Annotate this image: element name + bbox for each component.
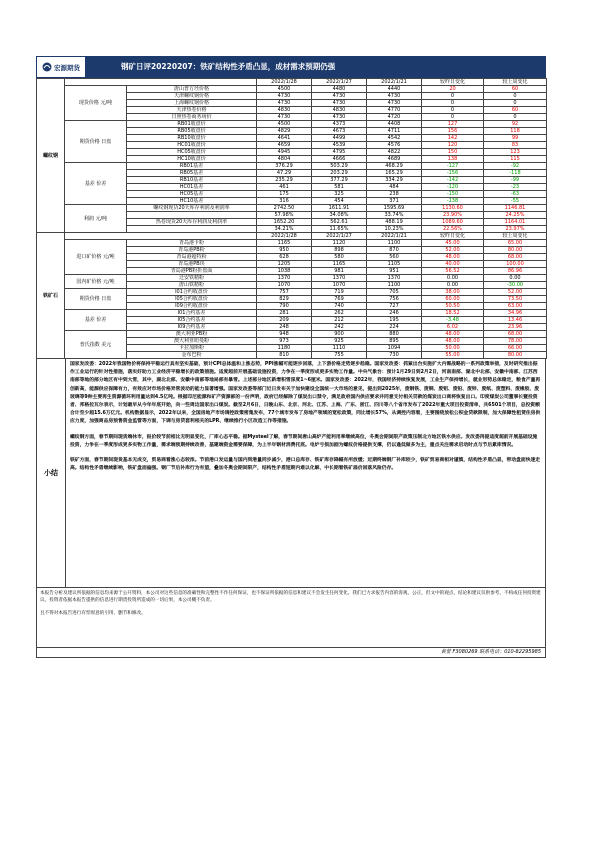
value-cell: 4373 [312,121,367,128]
row-label [127,226,257,233]
daily-change-cell: 23.90% [422,212,484,219]
ore-header-col-2: 2022/1/21 [367,233,422,240]
row-label [127,212,257,219]
value-cell: 4689 [367,156,422,163]
value-cell: 10.23% [367,226,422,233]
value-cell: 1100 [367,240,422,247]
row-label: I09合约收盘价 [127,303,257,310]
value-cell: 4711 [367,128,422,135]
footer-contact: 黄蕾 F3080269 联系电话：010-82295985 [36,648,546,658]
weekly-change-cell: 100.00 [484,261,547,268]
value-cell: 951 [367,268,422,275]
value-cell: 454 [312,198,367,205]
row-label: 澳大利亚纽曼粉 [127,338,257,345]
summary-section [36,359,546,588]
rebar-header-col-1: 2022/1/27 [312,79,367,86]
value-cell: 235.29 [257,177,312,184]
weekly-change-cell: 60 [484,107,547,114]
value-cell: 195 [367,317,422,324]
rebar-header-col-4: 较上周变化 [484,79,547,86]
row-label: 天津螺纹钢价格 [127,93,257,100]
daily-change-cell: 0 [422,93,484,100]
weekly-change-cell: 66.00 [484,345,547,352]
weekly-change-cell: 86.96 [484,268,547,275]
row-label: 青岛港PB粉 [127,247,257,254]
logo-text: 宏源期货 [54,63,80,72]
daily-change-cell: 50.50 [422,303,484,310]
value-cell: 925 [312,338,367,345]
value-cell: 4440 [367,86,422,93]
disclaimer [36,588,546,648]
row-label: HC05收盘价 [127,149,257,156]
weekly-change-cell: 73.50 [484,296,547,303]
weekly-change-cell: 0 [484,100,547,107]
value-cell: 316 [257,198,312,205]
weekly-change-cell: 115 [484,156,547,163]
daily-change-cell: -142 [422,177,484,184]
value-cell: 950 [257,247,312,254]
row-label: I01合约收盘价 [127,289,257,296]
row-label: I01合约基差 [127,310,257,317]
weekly-change-cell: 0.00 [484,275,547,282]
rebar-header-col-2: 2022/1/21 [367,79,422,86]
daily-change-cell: 40.00 [422,261,484,268]
row-label: I05合约收盘价 [127,296,257,303]
daily-change-cell: 120 [422,142,484,149]
ore-group-futures: 期货价格 日盘 [65,289,127,310]
daily-change-cell: 48.00 [422,254,484,261]
daily-change-cell: 20 [422,86,484,93]
row-label: I05合约基差 [127,317,257,324]
row-label: 青岛港卡粉 [127,240,257,247]
value-cell: 1070 [257,282,312,289]
value-cell: 895 [367,338,422,345]
daily-change-cell: 22.56% [422,226,484,233]
table-row [37,163,547,170]
daily-change-cell: 0.00 [422,275,484,282]
daily-change-cell: 138 [422,156,484,163]
row-label: HC01基差 [127,184,257,191]
value-cell: 4730 [367,100,422,107]
value-cell: 1105 [367,261,422,268]
row-label: 日照热卷商务场价 [127,114,257,121]
value-cell: 11.65% [312,226,367,233]
value-cell: 165.29 [367,170,422,177]
table-row [37,240,547,247]
weekly-change-cell: 83 [484,142,547,149]
weekly-change-cell: 60 [484,86,547,93]
table-row [37,331,547,338]
value-cell: 562.61 [312,219,367,226]
logo [37,57,85,77]
row-label: HC05基差 [127,191,257,198]
value-cell: 47.29 [257,170,312,177]
value-cell: 376.29 [257,163,312,170]
value-cell: 727 [367,303,422,310]
daily-change-cell: -156 [422,170,484,177]
row-label: 螺纹钢现货20天库存利润及利润率 [127,205,257,212]
row-label: HC01收盘价 [127,142,257,149]
weekly-change-cell: 80.00 [484,247,547,254]
rebar-section-label: 螺纹钢 [37,79,65,233]
ore-header-col-4: 较上周变化 [484,233,547,240]
value-cell: 581 [312,184,367,191]
daily-change-cell: 45.00 [422,240,484,247]
value-cell: 262 [312,310,367,317]
value-cell: 34.08% [312,212,367,219]
value-cell: 4804 [257,156,312,163]
value-cell: 212 [312,317,367,324]
table-row [37,289,547,296]
weekly-change-cell: 34.96 [484,310,547,317]
value-cell: 503.29 [312,163,367,170]
value-cell: 948 [257,331,312,338]
value-cell: 4730 [257,100,312,107]
row-label: 唐山铁精粉 [127,282,257,289]
value-cell: 1094 [367,345,422,352]
value-cell: 4659 [257,142,312,149]
weekly-change-cell: 13.46 [484,317,547,324]
daily-change-cell: 52.00 [422,247,484,254]
row-label: RB05基差 [127,170,257,177]
value-cell: 790 [257,303,312,310]
value-cell: 4542 [367,135,422,142]
row-label: I09合约基差 [127,324,257,331]
weekly-change-cell: 99 [484,135,547,142]
rebar-header-col-3: 较昨日变化 [422,79,484,86]
value-cell: 461 [257,184,312,191]
daily-change-cell: 142 [422,135,484,142]
row-label: 青岛港PB粉折盘面 [127,268,257,275]
row-label: 澳大利亚PB粉 [127,331,257,338]
value-cell: 1370 [312,275,367,282]
row-label: 青岛港超特粉 [127,254,257,261]
value-cell: 484 [367,184,422,191]
value-cell: 1110 [312,345,367,352]
value-cell: 880 [367,331,422,338]
ore-header-col-0: 2022/1/28 [257,233,312,240]
daily-change-cell: 1130.60 [422,205,484,212]
ore-header-row [37,233,547,240]
row-label: 金布巴粉 [127,352,257,359]
value-cell: 757 [257,289,312,296]
ore-header-col-3: 较昨日变化 [422,233,484,240]
value-cell: 334.29 [367,177,422,184]
value-cell: 1165 [257,240,312,247]
daily-change-cell: 0 [422,100,484,107]
ore-header-col-1: 2022/1/27 [312,233,367,240]
value-cell: 4830 [257,107,312,114]
value-cell: 1652.20 [257,219,312,226]
value-cell: 4408 [367,121,422,128]
weekly-change-cell: 0 [484,114,547,121]
table-row [37,310,547,317]
daily-change-cell: 55.00 [422,352,484,359]
row-label: RB01收盘价 [127,121,257,128]
daily-change-cell: 48.00 [422,338,484,345]
daily-change-cell: 50.00 [422,345,484,352]
daily-change-cell: -3.48 [422,317,484,324]
row-label: HC10基差 [127,198,257,205]
summary-ore-paragraph: 铁矿方面，春节期间现货基本无成交，贸易商看涨心态较浓。节前港口发运量与国内到港量同步减少，港口总库存、铁矿库存降幅有所放缓；近期终端钢厂补库较少，铁矿贸易商相对谨慎，结构性矛盾凸显，带动盘面快速走高。结构性矛盾继续影响，铁矿盘面偏强。钢厂节后补库行为有望，叠加冬奥会期间限产，结构性矛盾短期内难以化解，中长期看铁矿溢价回落风险仍存。 [70,458,541,472]
table-row [37,86,547,93]
daily-change-cell: 127 [422,121,484,128]
value-cell: 488.19 [367,219,422,226]
disclaimer-note: 且不得对本报告进行有悖原意的引用、删节和修改。 [40,611,146,616]
daily-change-cell: 48.00 [422,331,484,338]
weekly-change-cell: 52.00 [484,289,547,296]
ore-header-blank [65,233,257,240]
weekly-change-cell: 0 [484,93,547,100]
value-cell: 1100 [367,282,422,289]
value-cell: 705 [367,289,422,296]
value-cell: 4539 [312,142,367,149]
daily-change-cell: -150 [422,191,484,198]
value-cell: 900 [312,331,367,338]
row-label: 迁安铁精粉 [127,275,257,282]
value-cell: 4480 [312,86,367,93]
daily-change-cell: 18.52 [422,310,484,317]
value-cell: 1370 [367,275,422,282]
rebar-group-profit: 利润 元/吨 [65,205,127,233]
value-cell: 1205 [257,261,312,268]
rebar-group-basis: 基差 价差 [65,163,127,205]
summary-macro-paragraph: 国家发改委：2022年我国物价将保持平稳运行具有坚实基础，预计CPI总体温和上涨态势，PPI涨幅可能逐步回落，上下游价格走势逐步趋稳。国家发改委：抓紧出台实施扩大内需战略的一系列政策举措，及时研究推出振作工业运行的针对性措施，落实好助力工业经济平稳增长的政策措施。适度超前开展基础设施投资，力争在一季度形成更多实物工作量。中央气象台：预计1月29日到2月2日，河南南部、湖北中北部、安徽中南部、江苏西南部等地的部分地区有中到大雪，其中，湖北北部、安徽中南部等地局部有暴雪。上述部分地区新增积雪深度1~6厘米。国家发改委：2022年，我国经济持续恢复发展，工业生产保持增长，就业形势总体稳定，粮食产量再创新高，能源供应保障有力，有效应对市场价格异常波动的能力显著增强。国家发改委等部门近日发布关于加快建设全国统一大市场的意见，提出到2025年，废钢铁、废铜、废铝、废铅、废锌、废纸、废塑料、废橡胶、废玻璃等9种主要再生资源循环利用量达到4.5亿吨。根据印尼能源和矿产资源部的一份声明，政府已经解除了煤炭出口禁令，满足政府国内供应要求并同意支付相关罚款的煤炭出口商将恢复出口。印度煤炭公司董事长暨投资者、邦格拉瓦尔表示，计划最早从今年年底开始，向一些周边国家出口煤炭。截至2月6日，日晚山东、北京、河北、江苏、上海、广东、浙江、四川等八个省市发布了2022年重大项目投资清单，共6501个项目，总投资额合计至少超15.6万亿元。机构数据显示，2022年以来，全国房地产市场调控政策密集发布，77个城市发布了房地产领域的宽松政策，同比增长57%，从调控内容看，主要围绕放松公积金贷款限制，加大保障性租赁住房供应力度，加强商品房预售资金监管等方面，下调与房贷套利相关的LPR、继续推行小区改造工作等措施。 [70,362,541,425]
value-cell: 4576 [367,142,422,149]
weekly-change-cell: -92 [484,163,547,170]
value-cell: 898 [312,247,367,254]
value-cell: 4499 [312,135,367,142]
data-table [36,78,547,359]
value-cell: 34.21% [257,226,312,233]
weekly-change-cell: 78.00 [484,338,547,345]
ore-group-ratio: 普氏指数 美元 [65,331,127,359]
weekly-change-cell: 68.00 [484,254,547,261]
value-cell: 371 [367,198,422,205]
value-cell: 242 [312,324,367,331]
value-cell: 870 [367,247,422,254]
daily-change-cell: -138 [422,198,484,205]
value-cell: 810 [257,352,312,359]
table-row [37,275,547,282]
value-cell: 238 [367,191,422,198]
daily-change-cell: 0.00 [422,282,484,289]
value-cell: 4730 [367,93,422,100]
row-label: 唐山普方坯价格 [127,86,257,93]
value-cell: 1070 [312,282,367,289]
value-cell: 1038 [257,268,312,275]
row-label: 天津热卷价格 [127,107,257,114]
value-cell: 4822 [367,149,422,156]
rebar-group-spot: 现货价格 元/吨 [65,86,127,121]
row-label: RB05收盘价 [127,128,257,135]
weekly-change-cell: 92 [484,121,547,128]
disclaimer-paragraph: 本报告分析及建议所依据的信息均来源于公开资料，本公司对这些信息的准确性和完整性不作任何保证，也不保证所依据的信息和建议不会发生任何变化。我们已力求报告内容的客观、公正，但文中的观点、结论和建议仅供参考，不构成任何投资建议。投资者依据本报告提供的信息进行期货投资所造成的一切后果，本公司概不负责。 [40,591,541,603]
weekly-change-cell: -55 [484,198,547,205]
weekly-change-cell: -118 [484,170,547,177]
rebar-header-blank [65,79,257,86]
value-cell: 4500 [257,86,312,93]
value-cell: 4641 [257,135,312,142]
value-cell: 829 [257,296,312,303]
row-label: 上海螺纹钢价格 [127,100,257,107]
daily-change-cell: -127 [422,163,484,170]
weekly-change-cell: 23.96 [484,324,547,331]
weekly-change-cell: 123 [484,149,547,156]
value-cell: 224 [367,324,422,331]
weekly-change-cell: 1146.81 [484,205,547,212]
daily-change-cell: 0 [422,114,484,121]
rebar-header-col-0: 2022/1/28 [257,79,312,86]
row-label: HC10收盘价 [127,156,257,163]
summary-label: 小结 [37,359,66,587]
rebar-header-row [37,79,547,86]
value-cell: 209 [257,317,312,324]
report-sheet [36,56,546,658]
value-cell: 4945 [257,149,312,156]
value-cell: 325 [312,191,367,198]
value-cell: 755 [312,352,367,359]
value-cell: 1370 [257,275,312,282]
ore-group-import: 进口矿价格 元/吨 [65,240,127,275]
summary-rebar-paragraph: 螺纹钢方面，春节期间现货端休市，报价较节前相比无明显变化，厂库心态平稳。据Mysteel了解，春节期间唐山高炉产能利用率继续高位，冬奥会期间限产政策压制北方地区铁水供应。发改委再提适度超前开展基础设施投资，力争在一季度形成更多实物工作量，需求端预期持续改善，基建端资金需要保障，为上半年钢材消费托底。电炉亏损加剧为螺纹价格提供支撑，仍以逢低做多为主，重点关注需求启动时点与节后累库情况。 [70,434,538,448]
value-cell: 719 [312,289,367,296]
row-label: 卡拉加斯粉 [127,345,257,352]
value-cell: 4770 [367,107,422,114]
value-cell: 33.74% [367,212,422,219]
value-cell: 4730 [257,114,312,121]
weekly-change-cell: 63.00 [484,303,547,310]
value-cell: 4730 [312,100,367,107]
value-cell: 203.29 [312,170,367,177]
weekly-change-cell: 1164.01 [484,219,547,226]
value-cell: 1120 [312,240,367,247]
value-cell: 730 [367,352,422,359]
value-cell: 4720 [367,114,422,121]
value-cell: 175 [257,191,312,198]
report-title: 钢矿日评20220207：铁矿结构性矛盾凸显，成材需求预期仍强 [85,57,545,77]
ore-section-label: 铁矿石 [37,233,65,359]
summary-body [66,359,545,587]
value-cell: 4730 [312,114,367,121]
value-cell: 1165 [312,261,367,268]
rebar-group-futures: 期货价格 日盘 [65,121,127,163]
daily-change-cell: 6.02 [422,324,484,331]
value-cell: 981 [312,268,367,275]
value-cell: 4830 [312,107,367,114]
daily-change-cell: -120 [422,184,484,191]
value-cell: 769 [312,296,367,303]
daily-change-cell: 60.00 [422,296,484,303]
value-cell: 580 [312,254,367,261]
value-cell: 740 [312,303,367,310]
value-cell: 973 [257,338,312,345]
value-cell: 628 [257,254,312,261]
value-cell: 2742.50 [257,205,312,212]
weekly-change-cell: 24.25% [484,212,547,219]
logo-icon [42,62,52,72]
row-label: 青岛港PB块 [127,261,257,268]
value-cell: 57.98% [257,212,312,219]
value-cell: 281 [257,310,312,317]
weekly-change-cell: 65.00 [484,240,547,247]
daily-change-cell: 1089.60 [422,219,484,226]
rebar-table-body [37,79,547,233]
value-cell: 248 [257,324,312,331]
title-bar [36,56,546,78]
daily-change-cell: 56.52 [422,268,484,275]
value-cell: 377.29 [312,177,367,184]
table-row [37,205,547,212]
ore-table-body [37,233,547,359]
table-row [37,121,547,128]
row-label: RB10收盘价 [127,135,257,142]
value-cell: 1180 [257,345,312,352]
weekly-change-cell: -23 [484,184,547,191]
weekly-change-cell: 118 [484,128,547,135]
value-cell: 4730 [257,93,312,100]
daily-change-cell: 156 [422,128,484,135]
weekly-change-cell: 68.00 [484,331,547,338]
weekly-change-cell: -63 [484,191,547,198]
value-cell: 1611.91 [312,205,367,212]
value-cell: 246 [367,310,422,317]
value-cell: 4500 [257,121,312,128]
row-label: RB10基差 [127,177,257,184]
ore-group-domestic: 国内矿价格 元/吨 [65,275,127,289]
weekly-change-cell: -99 [484,177,547,184]
daily-change-cell: 38.00 [422,289,484,296]
weekly-change-cell: 80.00 [484,352,547,359]
value-cell: 560 [367,254,422,261]
value-cell: 468.29 [367,163,422,170]
value-cell: 4795 [312,149,367,156]
value-cell: 4673 [312,128,367,135]
value-cell: 4666 [312,156,367,163]
weekly-change-cell: -30.00 [484,282,547,289]
daily-change-cell: 0 [422,107,484,114]
value-cell: 4829 [257,128,312,135]
ore-group-basis: 基差 价差 [65,310,127,331]
daily-change-cell: 150 [422,149,484,156]
weekly-change-cell: 23.97% [484,226,547,233]
row-label: 热卷现货20天库存利润及利润率 [127,219,257,226]
row-label: RB01基差 [127,163,257,170]
value-cell: 4730 [312,93,367,100]
value-cell: 1595.69 [367,205,422,212]
value-cell: 756 [367,296,422,303]
